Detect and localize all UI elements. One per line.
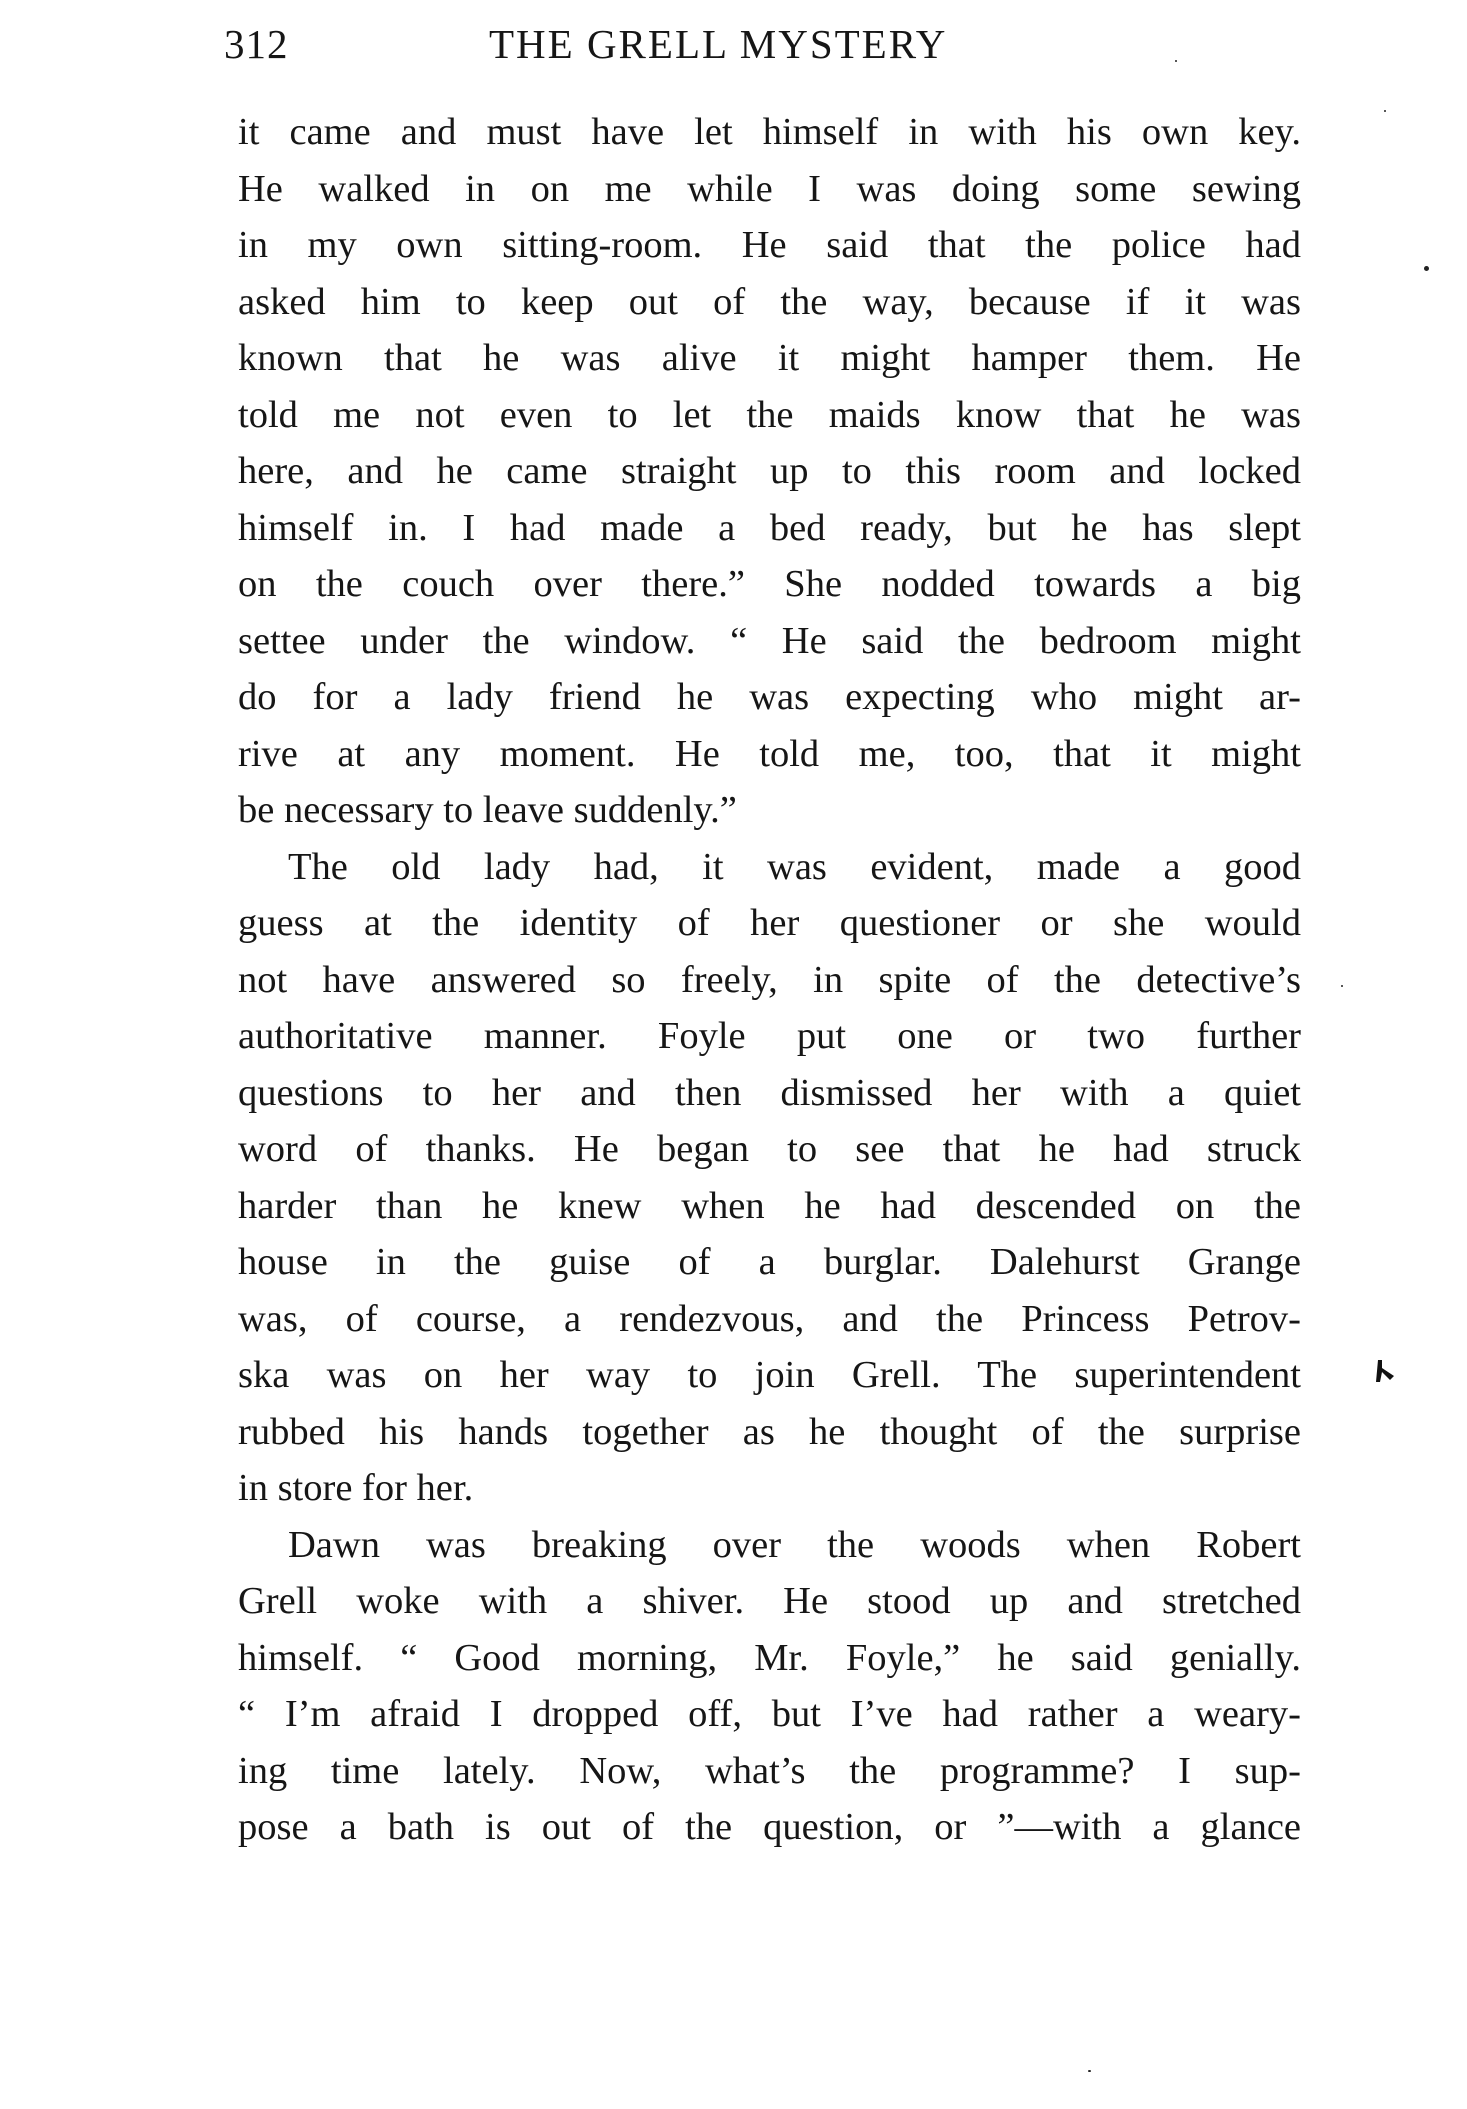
text-line: ska was on her way to join Grell. The superintendent: [238, 1354, 1301, 1396]
text-line: house in the guise of a burglar. Dalehurst Grange: [238, 1241, 1301, 1283]
text-line: rubbed his hands together as he thought of the surprise: [238, 1410, 1301, 1453]
text-line: “ I’m afraid I dropped off, but I’ve had rather a weary-: [238, 1693, 1301, 1735]
page-number: 312: [224, 21, 289, 67]
text-line: in store for her.: [238, 1467, 474, 1509]
text-line: Dawn was breaking over the woods when Robert: [288, 1523, 1301, 1566]
text-line: harder than he knew when he had descended on the: [238, 1184, 1301, 1227]
text-line: guess at the identity of her questioner or she would: [238, 902, 1301, 944]
text-line: He walked in on me while I was doing some sewing: [238, 167, 1301, 210]
scan-speck: [1424, 266, 1429, 271]
text-line: questions to her and then dismissed her with a quiet: [238, 1071, 1301, 1114]
text-line: do for a lady friend he was expecting who might ar-: [238, 676, 1301, 718]
text-line: told me not even to let the maids know that he was: [238, 393, 1301, 436]
text-line: himself. “ Good morning, Mr. Foyle,” he said genially.: [238, 1636, 1301, 1679]
margin-mark-icon: [1372, 1356, 1402, 1386]
text-line: in my own sitting-room. He said that the police had: [238, 224, 1301, 266]
body-text: [238, 104, 1301, 1856]
text-line: Grell woke with a shiver. He stood up and stretched: [238, 1580, 1301, 1622]
text-line: was, of course, a rendezvous, and the Princess Petrov-: [238, 1297, 1301, 1340]
text-line: on the couch over there.” She nodded towards a big: [238, 563, 1301, 605]
scan-speck: [1175, 60, 1177, 62]
text-line: himself in. I had made a bed ready, but he has slept: [238, 506, 1301, 549]
text-line: The old lady had, it was evident, made a good: [288, 845, 1301, 888]
book-title: THE GRELL MYSTERY: [489, 21, 948, 67]
text-line: here, and he came straight up to this room and locked: [238, 450, 1301, 492]
text-line: known that he was alive it might hamper them. He: [238, 337, 1301, 379]
scan-speck: [1341, 985, 1343, 987]
scan-speck: [1088, 2070, 1091, 2072]
running-head: [224, 20, 1304, 80]
text-line: ing time lately. Now, what’s the programme? I sup-: [238, 1749, 1301, 1792]
scan-speck: [1384, 110, 1386, 112]
text-line: not have answered so freely, in spite of the detective’s: [238, 958, 1301, 1001]
text-line: be necessary to leave suddenly.”: [238, 789, 737, 831]
text-line: asked him to keep out of the way, because if it was: [238, 280, 1301, 323]
text-line: settee under the window. “ He said the bedroom might: [238, 619, 1301, 662]
text-line: authoritative manner. Foyle put one or two further: [238, 1015, 1301, 1057]
text-line: word of thanks. He began to see that he had struck: [238, 1128, 1301, 1170]
text-line: pose a bath is out of the question, or ”—with a glance: [238, 1806, 1301, 1848]
text-line: rive at any moment. He told me, too, that it might: [238, 732, 1301, 775]
text-line: it came and must have let himself in with his own key.: [238, 111, 1301, 153]
